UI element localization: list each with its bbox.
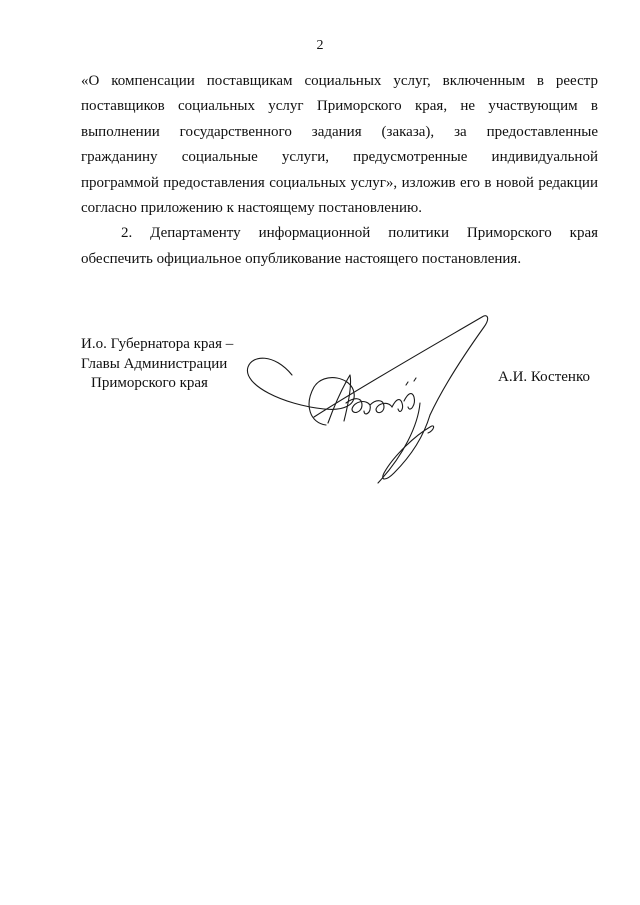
paragraph-1	[81, 69, 598, 221]
text-line: 2. Департаменту информационной политики Приморского края	[121, 225, 598, 242]
signer-title	[81, 335, 233, 394]
signer-title-line: И.о. Губернатора края –	[81, 336, 234, 352]
text-line: программой предоставления социальных услуг», изложив его в новой редакции	[81, 174, 598, 191]
page-number: 2	[316, 38, 324, 53]
text-line: согласно приложению к настоящему постановлению.	[81, 200, 422, 217]
text-line: «О компенсации поставщикам социальных услуг, включенным в реестр	[81, 73, 598, 89]
handwritten-signature	[244, 305, 504, 490]
signer-title-line: Главы Администрации	[81, 355, 228, 372]
signer-title-line: Приморского края	[91, 375, 208, 391]
text-line: поставщиков социальных услуг Приморского края, не участвующим в	[81, 98, 598, 115]
text-line: обеспечить официальное опубликование настоящего постановления.	[81, 250, 522, 267]
document-body	[81, 69, 598, 272]
paragraph-2	[81, 221, 598, 272]
signer-name: А.И. Костенко	[498, 369, 590, 385]
text-line: гражданину социальные услуги, предусмотренные индивидуальной	[81, 149, 598, 166]
text-line: выполнении государственного задания (заказа), за предоставленные	[81, 123, 598, 140]
